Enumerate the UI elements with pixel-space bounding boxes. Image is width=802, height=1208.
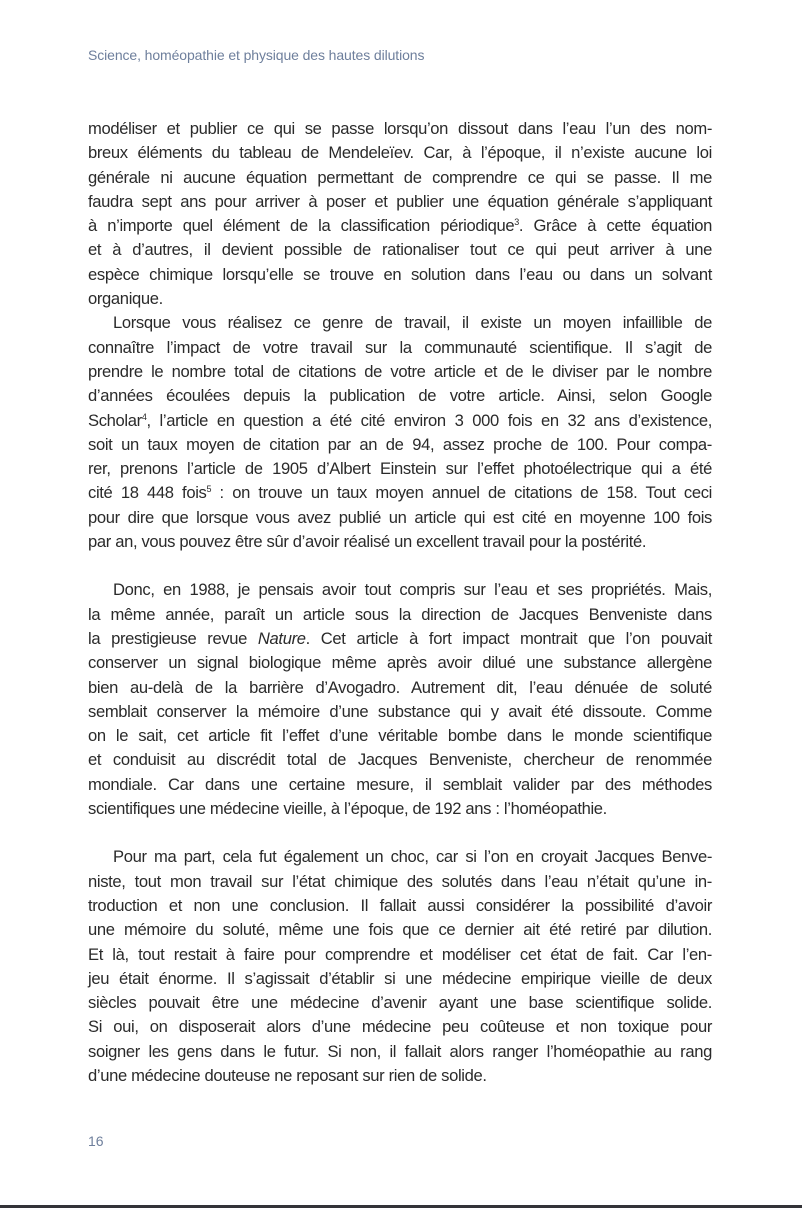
paragraph bbox=[88, 578, 712, 821]
text-line: scientifiques une médecine vieille, à l’époque, de 192 ans : l’homéopathie. bbox=[88, 799, 607, 819]
text-line: Donc, en 1988, je pensais avoir tout compris sur l’eau et ses propriétés. Mais, bbox=[113, 580, 712, 600]
text-line: d’une médecine douteuse ne reposant sur rien de solide. bbox=[88, 1065, 487, 1085]
text-line: Scholar$^4$, l’article en question a été cité environ 3 000 fois en 32 ans d’existence, bbox=[88, 410, 712, 430]
text-line: une mémoire du soluté, même une fois que ce dernier ait été retiré par dilution. bbox=[88, 920, 712, 940]
text-line: bien au-delà de la barrière d’Avogadro. Autrement dit, l’eau dénuée de soluté bbox=[88, 677, 712, 697]
text-line: la prestigieuse revue Nature. Cet article à fort impact montrait que l’on pouvait bbox=[88, 628, 712, 648]
text-line: pour dire que lorsque vous avez publié un article qui est cité en moyenne 100 fois bbox=[88, 507, 712, 527]
text-line: à n’importe quel élément de la classification périodique$^3$. Grâce à cette équation bbox=[88, 216, 712, 236]
text-line: siècles pouvait être une médecine d’avenir ayant une base scientifique solide. bbox=[88, 993, 712, 1013]
text-line: et conduisit au discrédit total de Jacques Benveniste, chercheur de renommée bbox=[88, 750, 712, 770]
text-line: conserver un signal biologique même après avoir dilué une substance allergène bbox=[88, 653, 712, 673]
text-line: semblait conserver la mémoire d’une substance qui y avait été dissoute. Comme bbox=[88, 701, 712, 721]
paragraph bbox=[88, 311, 712, 554]
text-line: soit un taux moyen de citation par an de 94, assez proche de 100. Pour compa- bbox=[88, 434, 712, 454]
text-line: Lorsque vous réalisez ce genre de travail, il existe un moyen infaillible de bbox=[113, 313, 712, 333]
text-line: Pour ma part, cela fut également un choc, car si l’on en croyait Jacques Benve- bbox=[113, 847, 712, 867]
text-line: par an, vous pouvez être sûr d’avoir réalisé un excellent travail pour la postérité. bbox=[88, 532, 647, 552]
text-line: d’années écoulées depuis la publication de votre article. Ainsi, selon Google bbox=[88, 386, 712, 406]
italic-term: Nature bbox=[257, 628, 306, 648]
text-line: on le sait, cet article fit l’effet d’une véritable bombe dans le monde scientifique bbox=[88, 726, 712, 746]
text-line: connaître l’impact de votre travail sur la communauté scientifique. Il s’agit de bbox=[88, 337, 712, 357]
text-line: modéliser et publier ce qui se passe lorsqu’on dissout dans l’eau l’un des nom- bbox=[88, 119, 712, 138]
paragraph-gap bbox=[88, 554, 712, 578]
text-line: et à d’autres, il devient possible de rationaliser tout ce qui peut arriver à une bbox=[88, 240, 712, 260]
text-line: cité 18 448 fois$^5$ : on trouve un taux moyen annuel de citations de 158. Tout ceci bbox=[88, 483, 712, 503]
text-line: mondiale. Car dans une certaine mesure, il semblait valider par des méthodes bbox=[88, 774, 712, 794]
text-line: organique. bbox=[88, 289, 163, 309]
text-line: jeu était énorme. Il s’agissait d’établir si une médecine empirique vieille de deux bbox=[88, 968, 712, 988]
text-line: soigner les gens dans le futur. Si non, il fallait alors ranger l’homéopathie au rang bbox=[88, 1041, 712, 1061]
paragraph bbox=[88, 845, 712, 1088]
paragraph bbox=[88, 117, 712, 311]
text-line: niste, tout mon travail sur l’état chimique des solutés dans l’eau n’était qu’une in- bbox=[88, 871, 712, 891]
text-line: la même année, paraît un article sous la direction de Jacques Benveniste dans bbox=[88, 604, 712, 624]
text-line: générale ni aucune équation permettant de comprendre ce qui se passe. Il me bbox=[88, 167, 712, 187]
text-line: breux éléments du tableau de Mendeleïev. Car, à l’époque, il n’existe aucune loi bbox=[88, 143, 712, 163]
text-line: espèce chimique lorsqu’elle se trouve en solution dans l’eau ou dans un solvant bbox=[88, 264, 712, 284]
page-number: 16 bbox=[88, 1133, 104, 1149]
text-line: rer, prenons l’article de 1905 d’Albert Einstein sur l’effet photoélectrique qui a été bbox=[88, 459, 712, 479]
text-line: troduction et non une conclusion. Il fallait aussi considérer la possibilité d’avoir bbox=[88, 895, 712, 915]
body-text bbox=[88, 117, 712, 1088]
text-line: Si oui, on disposerait alors d’une médecine peu coûteuse et non toxique pour bbox=[88, 1017, 712, 1037]
text-line: Et là, tout restait à faire pour comprendre et modéliser cet état de fait. Car l’en- bbox=[88, 944, 712, 964]
running-head: Science, homéopathie et physique des hautes dilutions bbox=[88, 47, 425, 63]
paragraph-gap bbox=[88, 821, 712, 845]
text-line: prendre le nombre total de citations de votre article et de le diviser par le nombre bbox=[88, 361, 712, 381]
text-line: faudra sept ans pour arriver à poser et publier une équation générale s’appliquant bbox=[88, 191, 712, 211]
